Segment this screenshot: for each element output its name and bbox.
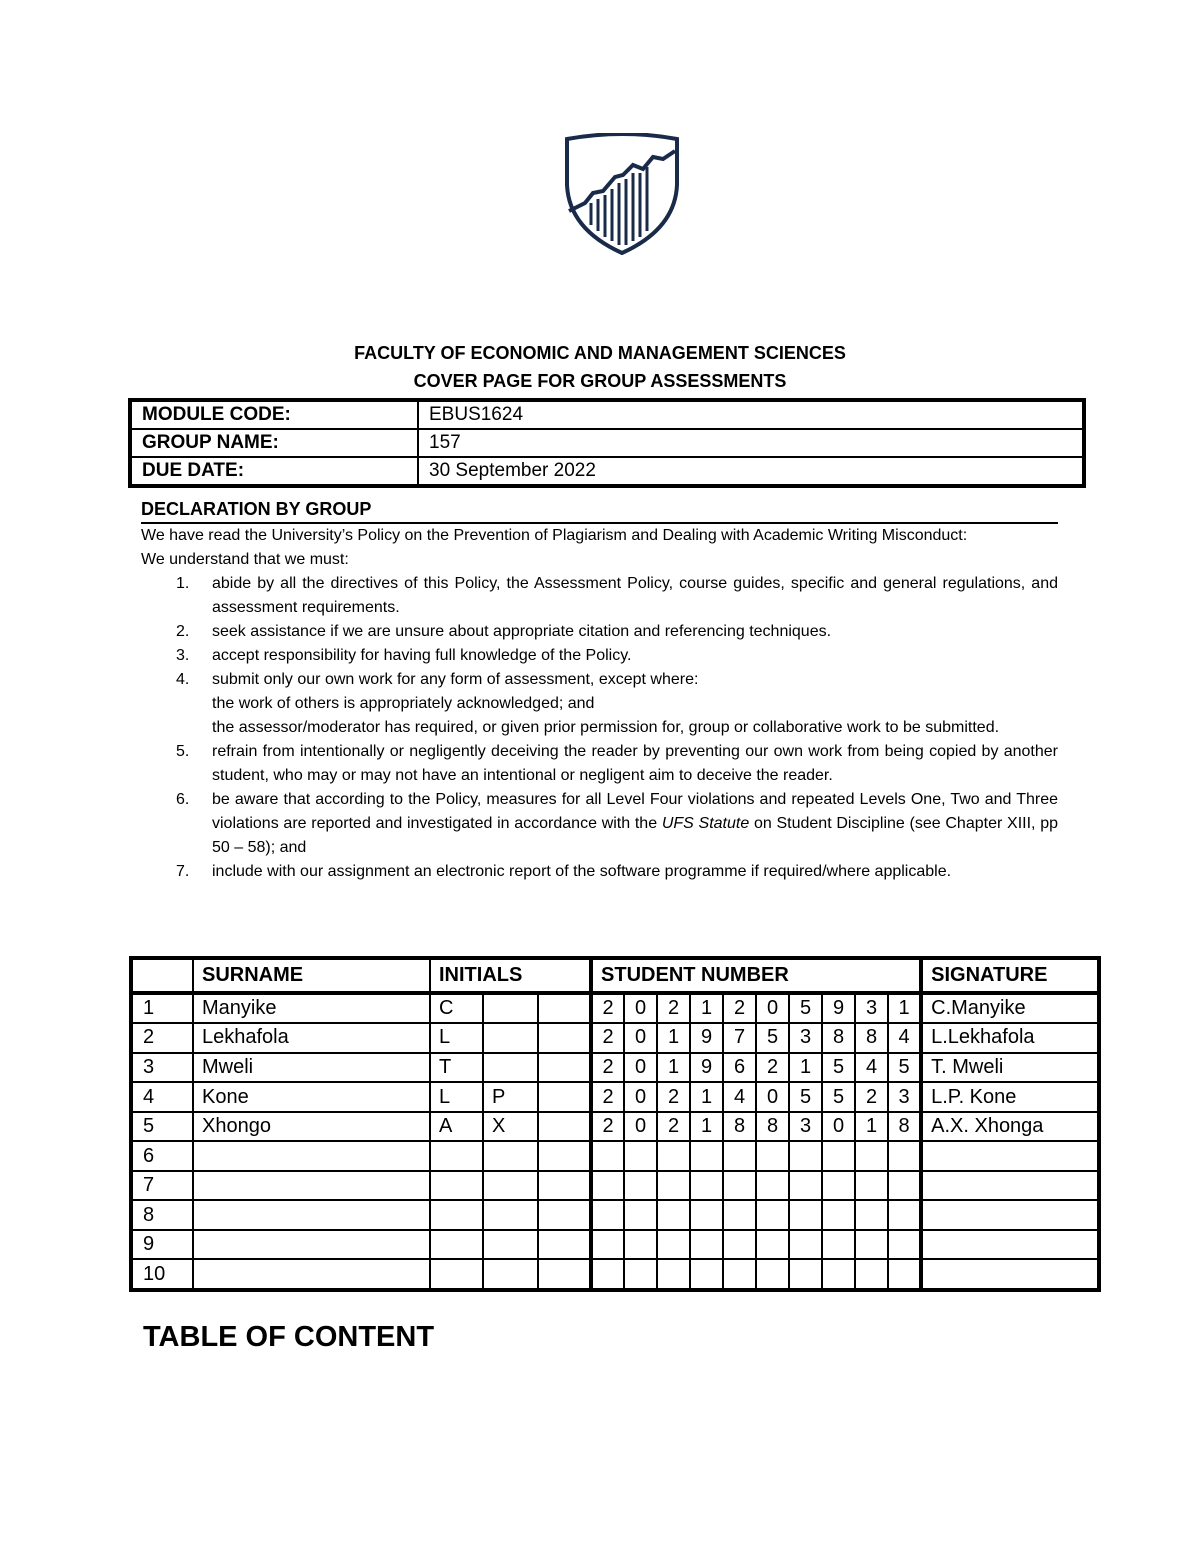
signature-cell — [921, 1230, 1099, 1260]
student-number-digit: 8 — [888, 1112, 921, 1142]
due-date-label: DUE DATE: — [130, 457, 418, 486]
declaration-title: DECLARATION BY GROUP — [141, 496, 1058, 524]
student-number-digit: 9 — [822, 993, 855, 1024]
surname-cell — [193, 1259, 430, 1290]
student-number-digit: 4 — [888, 1023, 921, 1053]
row-number: 10 — [131, 1259, 193, 1290]
initial-cell — [483, 993, 538, 1024]
student-number-digit — [723, 1200, 756, 1230]
row-number: 6 — [131, 1141, 193, 1171]
table-row — [131, 1112, 1099, 1142]
student-number-digit: 9 — [690, 1053, 723, 1083]
row-number-header — [131, 958, 193, 993]
initial-cell: L — [430, 1082, 483, 1112]
initial-cell — [483, 1053, 538, 1083]
surname-cell: Kone — [193, 1082, 430, 1112]
student-number-digit: 8 — [855, 1023, 888, 1053]
student-number-digit — [888, 1141, 921, 1171]
student-number-digit: 5 — [756, 1023, 789, 1053]
module-info-table — [128, 398, 1086, 488]
student-number-digit: 1 — [888, 993, 921, 1024]
initial-cell — [483, 1230, 538, 1260]
item-text: include with our assignment an electronic report of the software programme if required/where applicable. — [212, 863, 952, 880]
declaration-item — [141, 572, 1058, 620]
declaration-item — [141, 644, 1058, 668]
surname-cell — [193, 1141, 430, 1171]
initials-header: INITIALS — [430, 958, 591, 993]
surname-cell: Mweli — [193, 1053, 430, 1083]
declaration-section — [141, 496, 1058, 884]
student-number-digit — [723, 1171, 756, 1201]
student-number-digit: 8 — [756, 1112, 789, 1142]
signature-cell: A.X. Xhonga — [921, 1112, 1099, 1142]
student-number-digit: 0 — [624, 993, 657, 1024]
student-number-digit — [657, 1259, 690, 1290]
student-number-digit: 1 — [690, 993, 723, 1024]
declaration-item — [141, 740, 1058, 788]
student-number-digit — [723, 1141, 756, 1171]
student-number-digit: 2 — [855, 1082, 888, 1112]
declaration-item — [141, 788, 1058, 860]
signature-cell — [921, 1200, 1099, 1230]
initial-cell: C — [430, 993, 483, 1024]
initial-cell: L — [430, 1023, 483, 1053]
initial-cell — [483, 1171, 538, 1201]
signature-header: SIGNATURE — [921, 958, 1099, 993]
surname-cell: Lekhafola — [193, 1023, 430, 1053]
table-of-content-heading: TABLE OF CONTENT — [143, 1321, 435, 1353]
student-number-digit — [624, 1200, 657, 1230]
student-number-digit: 8 — [723, 1112, 756, 1142]
student-number-digit: 2 — [756, 1053, 789, 1083]
student-number-digit: 5 — [888, 1053, 921, 1083]
student-number-digit: 4 — [855, 1053, 888, 1083]
table-row — [131, 1023, 1099, 1053]
student-number-digit: 5 — [789, 993, 822, 1024]
student-number-digit: 0 — [624, 1082, 657, 1112]
item-text: abide by all the directives of this Policy, the Assessment Policy, course guides, specific and general regulations, and assessment requirements. — [212, 575, 1058, 616]
student-number-digit — [591, 1200, 624, 1230]
student-number-digit — [756, 1141, 789, 1171]
table-row — [131, 993, 1099, 1024]
student-number-digit — [855, 1141, 888, 1171]
item-subclause: the assessor/moderator has required, or given prior permission for, group or collaborative work to be submitted. — [212, 719, 1000, 736]
initial-cell: P — [483, 1082, 538, 1112]
student-number-digit: 0 — [624, 1023, 657, 1053]
table-row — [131, 1259, 1099, 1290]
student-number-digit — [888, 1171, 921, 1201]
university-shield-logo — [563, 133, 681, 255]
student-number-digit — [756, 1200, 789, 1230]
signature-cell: T. Mweli — [921, 1053, 1099, 1083]
info-row — [130, 457, 1084, 486]
student-number-header: STUDENT NUMBER — [591, 958, 921, 993]
initial-cell — [538, 1200, 591, 1230]
item-number: 6. — [176, 791, 190, 808]
faculty-heading: FACULTY OF ECONOMIC AND MANAGEMENT SCIENCES — [354, 343, 846, 363]
table-row — [131, 1200, 1099, 1230]
student-number-digit: 2 — [657, 1112, 690, 1142]
student-number-digit: 3 — [789, 1023, 822, 1053]
student-number-digit — [624, 1171, 657, 1201]
student-number-digit: 0 — [624, 1112, 657, 1142]
student-number-digit — [657, 1230, 690, 1260]
group-members-body — [131, 958, 1099, 1290]
student-number-digit: 0 — [756, 993, 789, 1024]
module-code-label: MODULE CODE: — [130, 400, 418, 429]
student-number-digit — [822, 1171, 855, 1201]
initial-cell — [538, 1141, 591, 1171]
student-number-digit — [723, 1230, 756, 1260]
item-subclause: the work of others is appropriately acknowledged; and — [212, 695, 595, 712]
student-number-digit — [888, 1259, 921, 1290]
group-name-label: GROUP NAME: — [130, 429, 418, 457]
row-number: 8 — [131, 1200, 193, 1230]
initial-cell — [538, 1112, 591, 1142]
student-number-digit — [789, 1230, 822, 1260]
module-code-value: EBUS1624 — [418, 400, 1084, 429]
student-number-digit — [822, 1200, 855, 1230]
surname-cell: Xhongo — [193, 1112, 430, 1142]
initial-cell: X — [483, 1112, 538, 1142]
initial-cell — [538, 1053, 591, 1083]
item-number: 7. — [176, 863, 190, 880]
declaration-item — [141, 620, 1058, 644]
student-number-digit — [690, 1141, 723, 1171]
student-number-digit: 1 — [855, 1112, 888, 1142]
student-number-digit: 9 — [690, 1023, 723, 1053]
item-text: submit only our own work for any form of assessment, except where: — [212, 671, 699, 688]
info-row — [130, 400, 1084, 429]
surname-cell — [193, 1200, 430, 1230]
student-number-digit — [756, 1230, 789, 1260]
declaration-intro: We have read the University’s Policy on the Prevention of Plagiarism and Dealing with Academic Writing Misconduct: — [141, 527, 968, 544]
initial-cell — [538, 1023, 591, 1053]
student-number-digit: 1 — [690, 1082, 723, 1112]
table-row — [131, 1053, 1099, 1083]
surname-cell: Manyike — [193, 993, 430, 1024]
student-number-digit: 5 — [789, 1082, 822, 1112]
student-number-digit — [822, 1141, 855, 1171]
item-number: 5. — [176, 743, 190, 760]
table-row — [131, 1171, 1099, 1201]
initial-cell — [430, 1141, 483, 1171]
student-number-digit: 2 — [591, 1023, 624, 1053]
signature-cell — [921, 1171, 1099, 1201]
student-number-digit — [789, 1141, 822, 1171]
item-text: be aware that according to the Policy, measures for all Level Four violations and repeated Levels One, Two and Three violations are reported and investigated in accordance with the — [212, 791, 1058, 832]
student-number-digit: 3 — [888, 1082, 921, 1112]
initial-cell — [483, 1141, 538, 1171]
student-number-digit: 4 — [723, 1082, 756, 1112]
student-number-digit: 2 — [723, 993, 756, 1024]
item-number: 1. — [176, 575, 190, 592]
surname-header: SURNAME — [193, 958, 430, 993]
student-number-digit — [657, 1141, 690, 1171]
student-number-digit: 5 — [822, 1053, 855, 1083]
student-number-digit: 2 — [591, 993, 624, 1024]
student-number-digit — [690, 1200, 723, 1230]
student-number-digit — [855, 1171, 888, 1201]
row-number: 3 — [131, 1053, 193, 1083]
row-number: 2 — [131, 1023, 193, 1053]
item-text: refrain from intentionally or negligently deceiving the reader by preventing our own work from being copied by another student, who may or may not have an intentional or negligent aim to deceive the reader. — [212, 743, 1058, 784]
item-text: seek assistance if we are unsure about appropriate citation and referencing techniques. — [212, 623, 832, 640]
initial-cell: A — [430, 1112, 483, 1142]
student-number-digit — [657, 1171, 690, 1201]
row-number: 5 — [131, 1112, 193, 1142]
initial-cell — [538, 1082, 591, 1112]
student-number-digit: 2 — [657, 993, 690, 1024]
student-number-digit — [855, 1259, 888, 1290]
student-number-digit: 1 — [690, 1112, 723, 1142]
student-number-digit: 0 — [624, 1053, 657, 1083]
student-number-digit — [855, 1200, 888, 1230]
surname-cell — [193, 1171, 430, 1201]
initial-cell — [430, 1171, 483, 1201]
info-row — [130, 429, 1084, 457]
student-number-digit — [756, 1259, 789, 1290]
student-number-digit: 0 — [822, 1112, 855, 1142]
item-number: 2. — [176, 623, 190, 640]
student-number-digit — [756, 1171, 789, 1201]
group-members-table — [129, 956, 1101, 1292]
item-text: accept responsibility for having full knowledge of the Policy. — [212, 647, 632, 664]
initial-cell — [430, 1230, 483, 1260]
table-row — [131, 1230, 1099, 1260]
student-number-digit: 7 — [723, 1023, 756, 1053]
initial-cell — [538, 1171, 591, 1201]
item-number: 4. — [176, 671, 190, 688]
student-number-digit: 6 — [723, 1053, 756, 1083]
student-number-digit — [690, 1230, 723, 1260]
student-number-digit: 3 — [855, 993, 888, 1024]
row-number: 1 — [131, 993, 193, 1024]
item-number: 3. — [176, 647, 190, 664]
student-number-digit — [591, 1259, 624, 1290]
initial-cell — [538, 1259, 591, 1290]
student-number-digit — [624, 1230, 657, 1260]
declaration-item — [141, 668, 1058, 740]
student-number-digit — [789, 1259, 822, 1290]
student-number-digit — [888, 1200, 921, 1230]
signature-cell — [921, 1141, 1099, 1171]
initial-cell — [430, 1259, 483, 1290]
surname-cell — [193, 1230, 430, 1260]
row-number: 4 — [131, 1082, 193, 1112]
due-date-value: 30 September 2022 — [418, 457, 1084, 486]
student-number-digit: 2 — [657, 1082, 690, 1112]
student-number-digit — [855, 1230, 888, 1260]
signature-cell: L.P. Kone — [921, 1082, 1099, 1112]
student-number-digit: 2 — [591, 1112, 624, 1142]
signature-cell — [921, 1259, 1099, 1290]
student-number-digit — [657, 1200, 690, 1230]
group-name-value: 157 — [418, 429, 1084, 457]
signature-cell: L.Lekhafola — [921, 1023, 1099, 1053]
initial-cell — [430, 1200, 483, 1230]
student-number-digit — [822, 1259, 855, 1290]
student-number-digit: 2 — [591, 1053, 624, 1083]
declaration-item — [141, 860, 1058, 884]
student-number-digit — [591, 1141, 624, 1171]
student-number-digit — [690, 1259, 723, 1290]
student-number-digit — [723, 1259, 756, 1290]
ufs-statute-text: UFS Statute — [661, 815, 750, 832]
student-number-digit — [888, 1230, 921, 1260]
student-number-digit: 5 — [822, 1082, 855, 1112]
student-number-digit — [690, 1171, 723, 1201]
student-number-digit: 1 — [789, 1053, 822, 1083]
row-number: 7 — [131, 1171, 193, 1201]
table-header-row — [131, 958, 1099, 993]
student-number-digit — [591, 1230, 624, 1260]
student-number-digit: 3 — [789, 1112, 822, 1142]
student-number-digit — [624, 1141, 657, 1171]
initial-cell — [483, 1023, 538, 1053]
initial-cell — [483, 1259, 538, 1290]
initial-cell — [483, 1200, 538, 1230]
student-number-digit: 0 — [756, 1082, 789, 1112]
cover-page-subtitle: COVER PAGE FOR GROUP ASSESSMENTS — [413, 371, 787, 391]
student-number-digit: 2 — [591, 1082, 624, 1112]
item-text: on Student Discipline (see Chapter XIII, pp 50 – 58); and — [212, 815, 1058, 856]
student-number-digit — [789, 1171, 822, 1201]
row-number: 9 — [131, 1230, 193, 1260]
student-number-digit — [822, 1230, 855, 1260]
declaration-understand: We understand that we must: — [141, 551, 349, 568]
table-row — [131, 1082, 1099, 1112]
signature-cell: C.Manyike — [921, 993, 1099, 1024]
initial-cell — [538, 993, 591, 1024]
initial-cell — [538, 1230, 591, 1260]
student-number-digit — [591, 1171, 624, 1201]
initial-cell: T — [430, 1053, 483, 1083]
student-number-digit: 1 — [657, 1023, 690, 1053]
student-number-digit: 8 — [822, 1023, 855, 1053]
student-number-digit — [624, 1259, 657, 1290]
student-number-digit — [789, 1200, 822, 1230]
student-number-digit: 1 — [657, 1053, 690, 1083]
table-row — [131, 1141, 1099, 1171]
